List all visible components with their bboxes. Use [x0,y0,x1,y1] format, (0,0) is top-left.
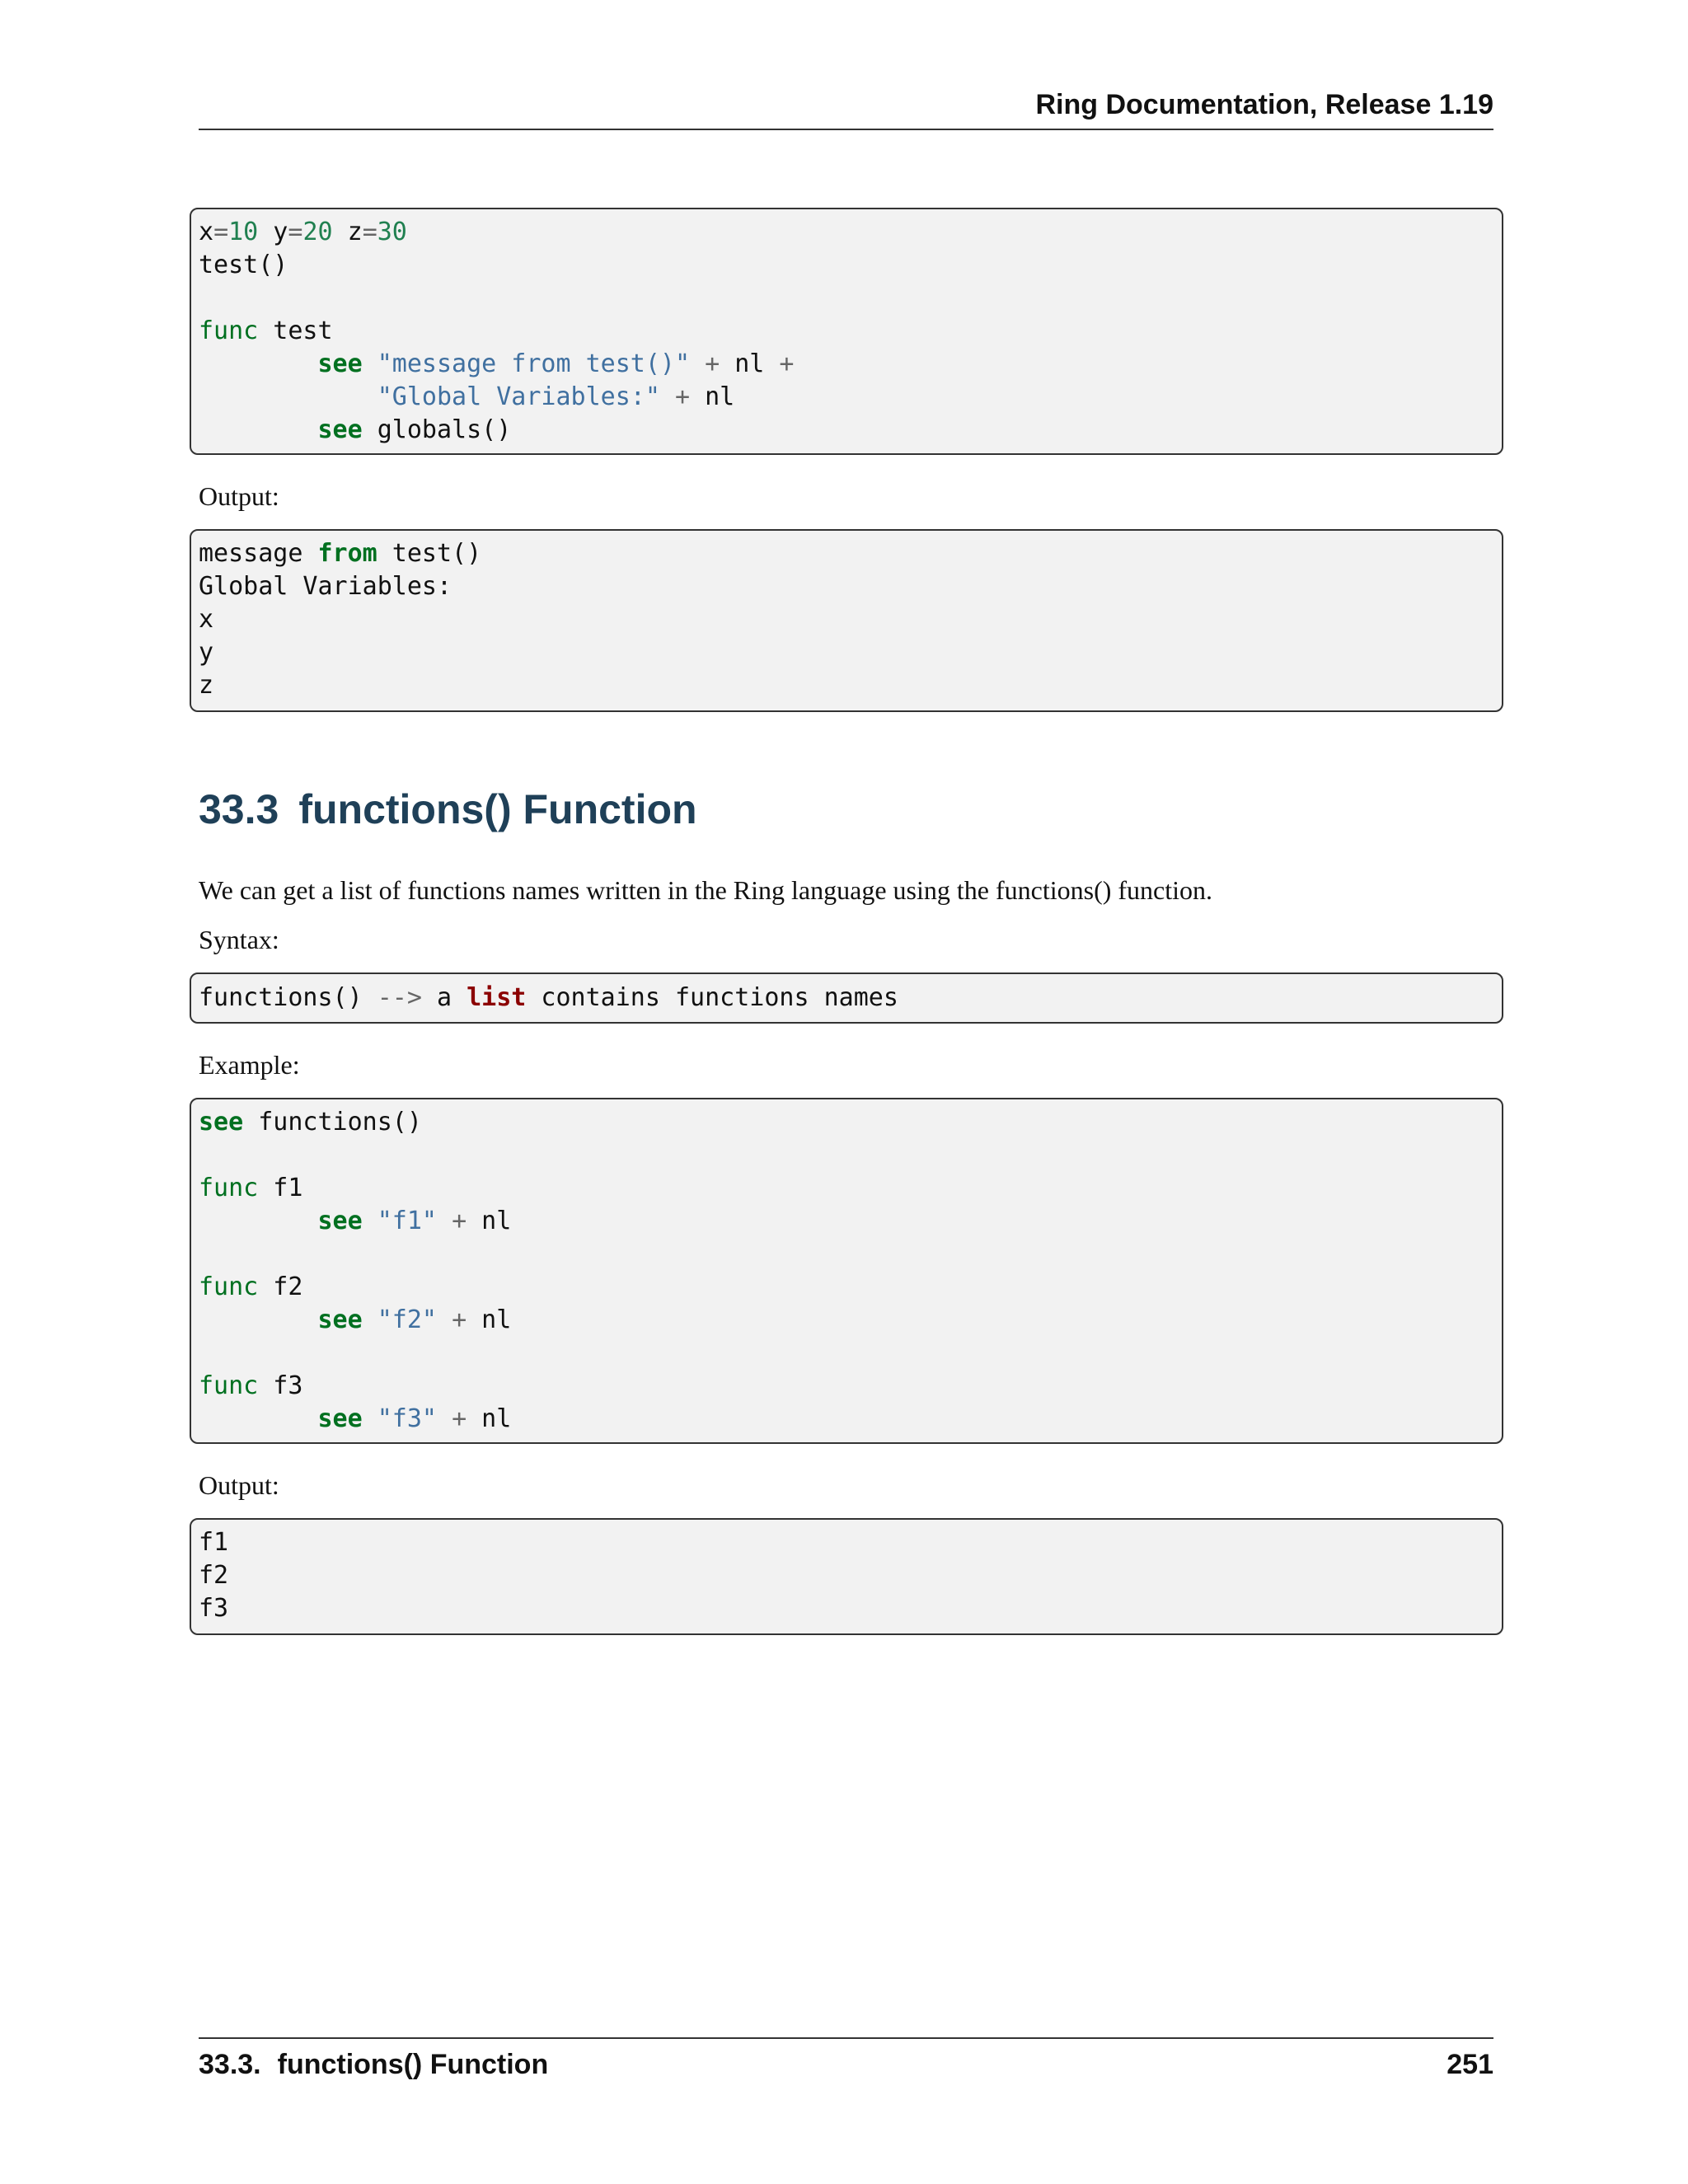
output-line: f3 [199,1594,229,1623]
output-globals [191,531,1502,702]
code-line: func f1 [199,1174,303,1202]
code-line: func f3 [199,1371,303,1400]
example-label: Example: [199,1050,300,1080]
code-line: see "f3" + nl [317,1404,512,1433]
intro-paragraph: We can get a list of functions names written in the Ring language using the functions() function. [199,875,1213,905]
output-line: Global Variables: [199,572,452,601]
output-label-2: Output: [199,1470,279,1500]
page-header [199,89,1493,130]
code-line: func test [199,316,333,345]
output-line: z [199,671,214,700]
output-label-1: Output: [199,481,279,511]
code-line: func f2 [199,1272,303,1301]
code-line: "Global Variables:" + nl [377,382,735,411]
output-line: f1 [199,1528,229,1557]
footer-section-title: functions() Function [277,2049,549,2080]
footer-section [199,2049,548,2081]
code-line: x=10 y=20 z=30 [199,218,407,246]
section-heading [199,785,697,834]
code-line: see functions() [199,1108,422,1137]
code-line: see "f1" + nl [317,1207,512,1235]
output-line: y [199,638,214,667]
output-line: x [199,605,214,634]
code-block-functions-example [190,1098,1503,1444]
output-block-globals [190,529,1503,712]
code-line: see globals() [317,415,512,444]
code-line: see "f2" + nl [317,1305,512,1334]
section-title: functions() Function [298,786,697,832]
code-globals-example [191,209,1502,447]
section-number: 33.3 [199,786,279,832]
footer-section-number: 33.3. [199,2049,261,2080]
header-title: Ring Documentation, Release 1.19 [1035,89,1493,120]
output-line: f2 [199,1561,229,1590]
output-line: message from test() [199,539,482,568]
code-block-globals-example [190,208,1503,455]
page-number: 251 [1447,2049,1493,2080]
page-footer [199,2037,1493,2080]
code-line: test() [199,251,288,279]
code-functions-example [191,1099,1502,1436]
code-line: functions() --> a list contains functions names [199,983,898,1012]
code-syntax [191,974,1502,1015]
output-block-functions [190,1518,1503,1635]
syntax-label: Syntax: [199,925,279,954]
output-functions [191,1520,1502,1625]
code-block-syntax [190,972,1503,1024]
code-line: see "message from test()" + nl + [317,349,795,378]
